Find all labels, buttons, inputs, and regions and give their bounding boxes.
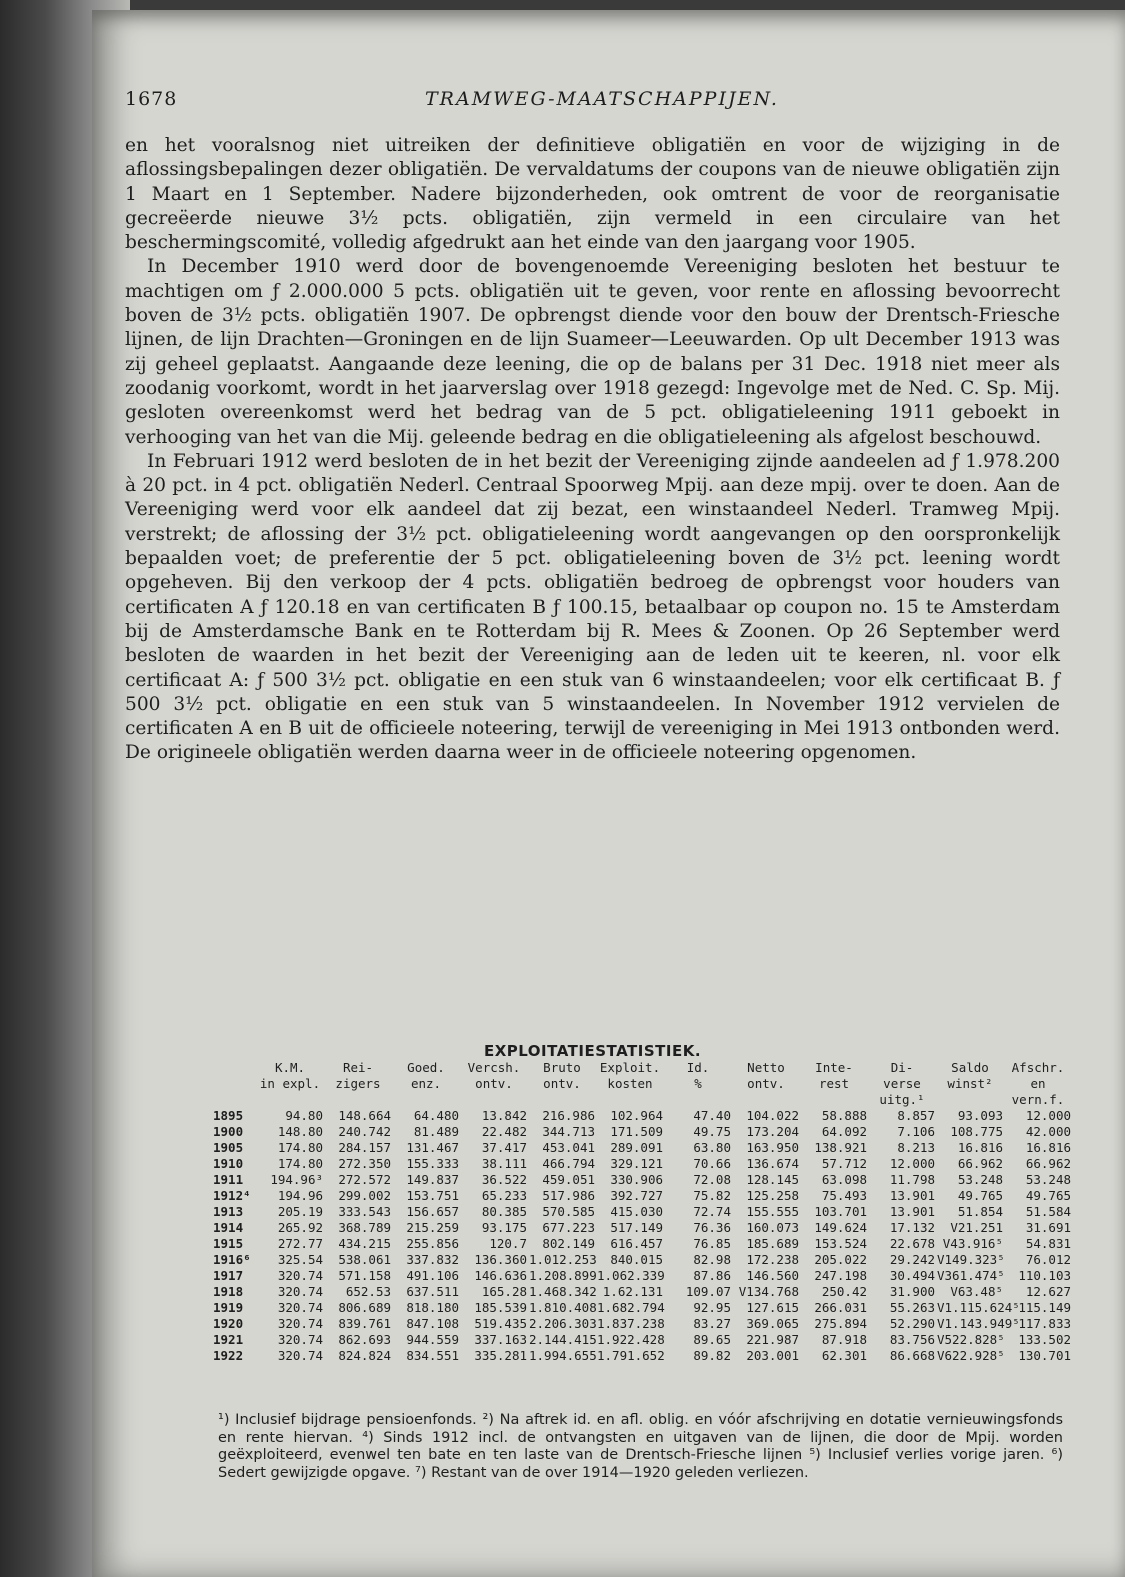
- table-year-cell: 1917: [213, 1268, 244, 1283]
- table-cell: 205.19: [277, 1204, 323, 1219]
- table-cell: 571.158: [338, 1268, 391, 1283]
- table-header: [212, 1060, 1072, 1108]
- statistics-table: [212, 1060, 1072, 1364]
- table-cell: 840.015: [610, 1252, 663, 1267]
- table-cell: 115.149: [1018, 1300, 1071, 1315]
- table-cell: 153.751: [406, 1188, 459, 1203]
- table-cell: 155.333: [406, 1156, 459, 1171]
- table-cell: V21.251: [950, 1220, 1003, 1235]
- table-cell: 76.36: [693, 1220, 731, 1235]
- table-cell: 466.794: [542, 1156, 595, 1171]
- table-year-cell: 1895: [213, 1108, 244, 1123]
- table-header-cell: [732, 1092, 800, 1108]
- running-title: TRAMWEG-MAATSCHAPPIJEN.: [425, 88, 779, 110]
- table-cell: 247.198: [814, 1268, 867, 1283]
- table-header-cell: [664, 1092, 732, 1108]
- table-cell: 70.66: [693, 1156, 731, 1171]
- table-cell: 337.163: [474, 1332, 527, 1347]
- table-cell: 369.065: [746, 1316, 799, 1331]
- table-cell: 847.108: [406, 1316, 459, 1331]
- table-cell: 103.701: [814, 1204, 867, 1219]
- table-header-cell: en: [1030, 1076, 1046, 1091]
- table-cell: 149.837: [406, 1172, 459, 1187]
- table-header-cell: [324, 1092, 392, 1108]
- table-header-cell: Goed.: [407, 1060, 445, 1075]
- page-number: 1678: [125, 88, 178, 110]
- table-cell: 82.98: [693, 1252, 731, 1267]
- table-cell: 89.82: [693, 1348, 731, 1363]
- table-cell: 109.07: [685, 1284, 731, 1299]
- table-cell: 1.810.408: [529, 1300, 597, 1315]
- table-cell: 102.964: [610, 1108, 663, 1123]
- table-header-cell: [596, 1092, 664, 1108]
- table-row: [212, 1348, 1072, 1364]
- table-cell: 459.051: [542, 1172, 595, 1187]
- table-cell: 12.627: [1025, 1284, 1071, 1299]
- table-cell: 63.80: [693, 1140, 731, 1155]
- table-cell: 221.987: [746, 1332, 799, 1347]
- table-cell: 146.636: [474, 1268, 527, 1283]
- table-cell: 128.145: [746, 1172, 799, 1187]
- table-cell: 76.012: [1025, 1252, 1071, 1267]
- table-year-cell: 1920: [213, 1316, 244, 1331]
- table-cell: 802.149: [542, 1236, 595, 1251]
- table-row: [212, 1220, 1072, 1236]
- table-cell: 156.657: [406, 1204, 459, 1219]
- table-cell: 1.837.238: [597, 1316, 665, 1331]
- table-cell: 108.775: [950, 1124, 1003, 1139]
- table-cell: 104.022: [746, 1108, 799, 1123]
- table-header-cell: [256, 1092, 324, 1108]
- table-cell: 517.149: [610, 1220, 663, 1235]
- table-cell: 49.75: [693, 1124, 731, 1139]
- table-cell: 616.457: [610, 1236, 663, 1251]
- table-cell: 12.000: [1025, 1108, 1071, 1123]
- table-cell: 92.95: [693, 1300, 731, 1315]
- table-cell: 38.111: [481, 1156, 527, 1171]
- table-row: [212, 1140, 1072, 1156]
- table-header-cell: [800, 1092, 868, 1108]
- table-cell: 51.584: [1025, 1204, 1071, 1219]
- table-cell: 55.263: [889, 1300, 935, 1315]
- table-cell: 16.816: [1025, 1140, 1071, 1155]
- table-header-cell: [460, 1092, 528, 1108]
- table-cell: 80.385: [481, 1204, 527, 1219]
- table-row: [212, 1204, 1072, 1220]
- table-cell: 146.560: [746, 1268, 799, 1283]
- table-cell: 66.962: [1025, 1156, 1071, 1171]
- table-year-cell: 1919: [213, 1300, 244, 1315]
- table-header-cell: [528, 1092, 596, 1108]
- table-cell: V1.143.949⁵: [937, 1316, 1020, 1331]
- table-cell: 94.80: [285, 1108, 323, 1123]
- table-header-cell: Inte-: [815, 1060, 853, 1075]
- table-cell: 155.555: [746, 1204, 799, 1219]
- table-header-cell: [212, 1060, 256, 1076]
- table-cell: 66.962: [957, 1156, 1003, 1171]
- table-cell: 806.689: [338, 1300, 391, 1315]
- table-cell: 22.482: [481, 1124, 527, 1139]
- table-cell: 1.922.428: [597, 1332, 665, 1347]
- table-year-cell: 1918: [213, 1284, 244, 1299]
- table-header-cell: [212, 1092, 256, 1108]
- table-cell: 87.86: [693, 1268, 731, 1283]
- page-header: [125, 88, 1005, 118]
- table-cell: 153.524: [814, 1236, 867, 1251]
- table-cell: V63.48⁵: [950, 1284, 1003, 1299]
- table-cell: 325.54: [277, 1252, 323, 1267]
- table-year-cell: 1916⁶: [213, 1252, 251, 1267]
- table-cell: 272.572: [338, 1172, 391, 1187]
- table-cell: 194.96³: [270, 1172, 323, 1187]
- table-cell: 1.62.131: [602, 1284, 663, 1299]
- table-header-cell: enz.: [410, 1076, 442, 1091]
- table-cell: V361.474⁵: [937, 1268, 1005, 1283]
- table-cell: 165.28: [481, 1284, 527, 1299]
- table-cell: 329.121: [610, 1156, 663, 1171]
- table-header-cell: ontv.: [543, 1076, 581, 1091]
- table-cell: 83.27: [693, 1316, 731, 1331]
- table-year-cell: 1915: [213, 1236, 244, 1251]
- table-row: [212, 1284, 1072, 1300]
- table-cell: 652.53: [345, 1284, 391, 1299]
- table-cell: 58.888: [821, 1108, 867, 1123]
- table-cell: 2.144.415: [529, 1332, 597, 1347]
- table-cell: 174.80: [277, 1140, 323, 1155]
- table-row: [212, 1236, 1072, 1252]
- table-cell: 215.259: [406, 1220, 459, 1235]
- paragraph-3: In Februari 1912 werd besloten de in het bezit der Vereeniging zijnde aandeelen ad ƒ 1.978.200 à 20 pct. in 4 pct. obligatiën Nederl. Centraal Spoorweg Mpij. aan deze mpij. over te doen. Aan de Vereeniging werd voor elk aandeel dat zij bezat, een winstaandeel Nederl. Tramweg Mpij. verstrekt; de aflossing der 3½ pct. obligatieleening wordt aangevangen op den oorspronkelijk bepaalden voet; de preferentie der 5 pct. obligatieleening boven de 3½ pct. leening wordt opgeheven. Bij den verkoop der 4 pcts. obligatiën bedroeg de opbrengst voor houders van certificaten A ƒ 120.18 en van certificaten B ƒ 100.15, betaalbaar op coupon no. 15 te Amsterdam bij de Amsterdamsche Bank en te Rotterdam bij R. Mees & Zoonen. Op 26 September werd besloten de waarden in het bezit der Vereeniging aan de leden uit te keeren, nl. voor elk certificaat A: ƒ 500 3½ pct. obligatie en een stuk van 6 winstaandeelen; voor elk certificaat B. ƒ 500 3½ pct. obligatie en een stuk van 5 winstaandeelen. In November 1912 vervielen de certificaten A en B uit de officieele noteering, terwijl de vereeniging in Mei 1913 ontbonden werd. De origineele obligatiën werden daarna weer in de officieele noteering opgenomen.: [125, 450, 1060, 764]
- footnotes: ¹) Inclusief bijdrage pensioenfonds. ²) Na aftrek id. en afl. oblig. en vóór afschrijving en dotatie vernieuwingsfonds en rente hiervan. ⁴) Sinds 1912 incl. de ontvangsten en uitgaven van de lijnen, die door de Mpij. worden geëxploiteerd, evenwel ten bate en ten laste van de Drentsch-Friesche lijnen ⁵) Inclusief verlies vorige jaren. ⁶) Sedert gewijzigde opgave. ⁷) Restant van de over 1914—1920 geleden verliezen.: [218, 1412, 1063, 1481]
- table-cell: 49.765: [1025, 1188, 1071, 1203]
- table-cell: 172.238: [746, 1252, 799, 1267]
- table-cell: 337.832: [406, 1252, 459, 1267]
- table-cell: 83.756: [889, 1332, 935, 1347]
- table-cell: 392.727: [610, 1188, 663, 1203]
- table-cell: V43.916⁵: [942, 1236, 1003, 1251]
- table-row: [212, 1108, 1072, 1124]
- table-cell: 185.689: [746, 1236, 799, 1251]
- table-cell: 834.551: [406, 1348, 459, 1363]
- table-header-cell: Netto: [747, 1060, 785, 1075]
- table-year-cell: 1913: [213, 1204, 244, 1219]
- table-cell: 160.073: [746, 1220, 799, 1235]
- table-cell: 272.77: [277, 1236, 323, 1251]
- table-cell: 30.494: [889, 1268, 935, 1283]
- table-cell: 133.502: [1018, 1332, 1071, 1347]
- table-cell: V622.928⁵: [937, 1348, 1005, 1363]
- table-cell: 637.511: [406, 1284, 459, 1299]
- table-row: [212, 1316, 1072, 1332]
- table-cell: 131.467: [406, 1140, 459, 1155]
- table-year-cell: 1914: [213, 1220, 244, 1235]
- table-year-cell: 1900: [213, 1124, 244, 1139]
- table-cell: 110.103: [1018, 1268, 1071, 1283]
- table-header-cell: [392, 1092, 460, 1108]
- table-header-cell: Di-: [890, 1060, 914, 1075]
- table-cell: 320.74: [277, 1332, 323, 1347]
- table-cell: 205.022: [814, 1252, 867, 1267]
- table-header-cell: in expl.: [259, 1076, 321, 1091]
- table-cell: 174.80: [277, 1156, 323, 1171]
- table-cell: 76.85: [693, 1236, 731, 1251]
- table-cell: 320.74: [277, 1284, 323, 1299]
- table-cell: 125.258: [746, 1188, 799, 1203]
- table-cell: 136.674: [746, 1156, 799, 1171]
- table-header-cell: Afschr.: [1011, 1060, 1065, 1075]
- table-header-cell: Saldo: [951, 1060, 989, 1075]
- table-header-cell: [936, 1092, 1004, 1108]
- table-cell: 519.435: [474, 1316, 527, 1331]
- table-cell: 7.106: [897, 1124, 935, 1139]
- table-cell: 148.80: [277, 1124, 323, 1139]
- table-row: [212, 1300, 1072, 1316]
- table-cell: 31.691: [1025, 1220, 1071, 1235]
- table-cell: 86.668: [889, 1348, 935, 1363]
- table-cell: 330.906: [610, 1172, 663, 1187]
- table-cell: 13.901: [889, 1204, 935, 1219]
- table-cell: 72.74: [693, 1204, 731, 1219]
- table-cell: 368.789: [338, 1220, 391, 1235]
- table-cell: 333.543: [338, 1204, 391, 1219]
- table-header-row: [212, 1092, 1072, 1108]
- table-header-cell: Id.: [686, 1060, 710, 1075]
- table-cell: 8.857: [897, 1108, 935, 1123]
- table-cell: 149.624: [814, 1220, 867, 1235]
- table-year-cell: 1922: [213, 1348, 244, 1363]
- table-row: [212, 1188, 1072, 1204]
- table-cell: 12.000: [889, 1156, 935, 1171]
- table-header-cell: Bruto: [543, 1060, 581, 1075]
- table-row: [212, 1332, 1072, 1348]
- table-cell: 173.204: [746, 1124, 799, 1139]
- table-header-cell: rest: [818, 1076, 850, 1091]
- table-cell: 136.360: [474, 1252, 527, 1267]
- table-cell: 22.678: [889, 1236, 935, 1251]
- table-cell: 320.74: [277, 1300, 323, 1315]
- table-header-cell: zigers: [335, 1076, 381, 1091]
- table-cell: 87.918: [821, 1332, 867, 1347]
- table-cell: 47.40: [693, 1108, 731, 1123]
- table-cell: 81.489: [413, 1124, 459, 1139]
- table-cell: 320.74: [277, 1268, 323, 1283]
- table-cell: 415.030: [610, 1204, 663, 1219]
- table-cell: 57.712: [821, 1156, 867, 1171]
- table-cell: 120.7: [489, 1236, 527, 1251]
- table-cell: 130.701: [1018, 1348, 1071, 1363]
- table-cell: 216.986: [542, 1108, 595, 1123]
- table-cell: 453.041: [542, 1140, 595, 1155]
- table-cell: 53.248: [957, 1172, 1003, 1187]
- table-header-cell: ontv.: [747, 1076, 785, 1091]
- table-row: [212, 1124, 1072, 1140]
- table-cell: 72.08: [693, 1172, 731, 1187]
- table-cell: 31.900: [889, 1284, 935, 1299]
- table-header-cell: Rei-: [342, 1060, 374, 1075]
- table-cell: 194.96: [277, 1188, 323, 1203]
- table-cell: 37.417: [481, 1140, 527, 1155]
- table-cell: 289.091: [610, 1140, 663, 1155]
- table-header-cell: [212, 1076, 256, 1092]
- table-cell: 1.791.652: [597, 1348, 665, 1363]
- table-cell: 42.000: [1025, 1124, 1071, 1139]
- table-cell: 250.42: [821, 1284, 867, 1299]
- table-title: EXPLOITATIESTATISTIEK.: [483, 1042, 702, 1060]
- table-cell: 138.921: [814, 1140, 867, 1155]
- table-header-cell: vern.f.: [1011, 1092, 1065, 1107]
- table-cell: 93.093: [957, 1108, 1003, 1123]
- table-cell: V149.323⁵: [937, 1252, 1005, 1267]
- table-cell: 434.215: [338, 1236, 391, 1251]
- table-cell: 62.301: [821, 1348, 867, 1363]
- table-cell: V522.828⁵: [937, 1332, 1005, 1347]
- table-cell: 265.92: [277, 1220, 323, 1235]
- table-cell: 65.233: [481, 1188, 527, 1203]
- table-cell: 1.994.655: [529, 1348, 597, 1363]
- table-row: [212, 1156, 1072, 1172]
- table-cell: 89.65: [693, 1332, 731, 1347]
- table-cell: 17.132: [889, 1220, 935, 1235]
- table-cell: 117.833: [1018, 1316, 1071, 1331]
- table-cell: 517.986: [542, 1188, 595, 1203]
- table-year-cell: 1905: [213, 1140, 244, 1155]
- table-cell: 284.157: [338, 1140, 391, 1155]
- table-cell: 275.894: [814, 1316, 867, 1331]
- table-header-cell: verse: [883, 1076, 921, 1091]
- table-cell: 1.062.339: [597, 1268, 665, 1283]
- table-cell: 266.031: [814, 1300, 867, 1315]
- table-header-cell: ontv.: [475, 1076, 513, 1091]
- table-cell: 148.664: [338, 1108, 391, 1123]
- table-cell: 944.559: [406, 1332, 459, 1347]
- paragraph-2: In December 1910 werd door de bovengenoemde Vereeniging besloten het bestuur te machtigen om ƒ 2.000.000 5 pcts. obligatiën uit te geven, voor rente en aflossing bevoorrecht boven de 3½ pcts. obligatiën 1907. De opbrengst diende voor den bouw der Drentsch-Friesche lijnen, de lijn Drachten—Groningen en de lijn Suameer—Leeuwarden. Op ult December 1913 was zij geheel geplaatst. Aangaande deze leening, die op de balans per 31 Dec. 1918 niet meer als zoodanig voorkomt, wordt in het jaarverslag over 1918 gezegd: Ingevolge met de Ned. C. Sp. Mij. gesloten overeenkomst werd het bedrag van de 5 pct. obligatieleening 1911 geboekt in verhooging van het van die Mij. geleende bedrag en die obligatieleening als afgelost beschouwd.: [125, 256, 1060, 448]
- table-cell: 75.82: [693, 1188, 731, 1203]
- table-header-cell: kosten: [607, 1076, 653, 1091]
- table-header-cell: %: [694, 1076, 702, 1091]
- body-text: [125, 134, 1060, 766]
- table-cell: 203.001: [746, 1348, 799, 1363]
- table-cell: 52.290: [889, 1316, 935, 1331]
- table-cell: 54.831: [1025, 1236, 1071, 1251]
- table-cell: 93.175: [481, 1220, 527, 1235]
- table-row: [212, 1172, 1072, 1188]
- table-cell: 818.180: [406, 1300, 459, 1315]
- paragraph-1: en het vooralsnog niet uitreiken der definitieve obligatiën en voor de wijziging in de aflossingsbepalingen dezer obligatiën. De vervaldatums der coupons van de nieuwe obligatiën zijn 1 Maart en 1 September. Nadere bijzonderheden, ook omtrent de voor de reorganisatie gecreëerde nieuwe 3½ pcts. obligatiën, zijn vermeld in een circulaire van het beschermingscomité, volledig afgedrukt aan het einde van den jaargang voor 1905.: [125, 135, 1060, 254]
- table-cell: 320.74: [277, 1316, 323, 1331]
- table-cell: 2.206.303: [529, 1316, 597, 1331]
- table-cell: 538.061: [338, 1252, 391, 1267]
- table-cell: 64.092: [821, 1124, 867, 1139]
- table-cell: 63.098: [821, 1172, 867, 1187]
- table-cell: 839.761: [338, 1316, 391, 1331]
- table-cell: 49.765: [957, 1188, 1003, 1203]
- table-cell: 171.509: [610, 1124, 663, 1139]
- table-cell: 677.223: [542, 1220, 595, 1235]
- table-cell: 272.350: [338, 1156, 391, 1171]
- table-cell: 16.816: [957, 1140, 1003, 1155]
- table-header-cell: uitg.¹: [879, 1092, 925, 1107]
- table-cell: 13.901: [889, 1188, 935, 1203]
- table-row: [212, 1252, 1072, 1268]
- table-header-cell: Vercsh.: [467, 1060, 521, 1075]
- table-cell: 255.856: [406, 1236, 459, 1251]
- table-cell: 240.742: [338, 1124, 391, 1139]
- table-cell: 75.493: [821, 1188, 867, 1203]
- table-cell: 163.950: [746, 1140, 799, 1155]
- table-cell: 570.585: [542, 1204, 595, 1219]
- table-cell: 344.713: [542, 1124, 595, 1139]
- table-cell: 8.213: [897, 1140, 935, 1155]
- table-cell: 36.522: [481, 1172, 527, 1187]
- table-cell: 320.74: [277, 1348, 323, 1363]
- table-cell: 862.693: [338, 1332, 391, 1347]
- table-cell: 1.682.794: [597, 1300, 665, 1315]
- table-cell: 53.248: [1025, 1172, 1071, 1187]
- table-cell: V134.768: [738, 1284, 799, 1299]
- table-header-row: [212, 1076, 1072, 1092]
- table-cell: 13.842: [481, 1108, 527, 1123]
- table-row: [212, 1268, 1072, 1284]
- table-header-row: [212, 1060, 1072, 1076]
- table-year-cell: 1912⁴: [213, 1188, 251, 1203]
- table-year-cell: 1910: [213, 1156, 244, 1171]
- table-cell: 491.106: [406, 1268, 459, 1283]
- table-cell: 185.539: [474, 1300, 527, 1315]
- table-cell: 11.798: [889, 1172, 935, 1187]
- table-cell: 1.208.899: [529, 1268, 597, 1283]
- table-header-cell: winst²: [947, 1076, 993, 1091]
- table-header-cell: Exploit.: [599, 1060, 661, 1075]
- table-body: [212, 1108, 1072, 1364]
- table-cell: 335.281: [474, 1348, 527, 1363]
- table-year-cell: 1911: [213, 1172, 244, 1187]
- table-cell: 299.002: [338, 1188, 391, 1203]
- table-header-cell: K.M.: [274, 1060, 306, 1075]
- table-cell: 127.615: [746, 1300, 799, 1315]
- table-cell: 1.012.253: [529, 1252, 597, 1267]
- table-cell: 824.824: [338, 1348, 391, 1363]
- table-cell: 64.480: [413, 1108, 459, 1123]
- table-cell: 1.468.342: [529, 1284, 597, 1299]
- table-cell: 29.242: [889, 1252, 935, 1267]
- table-cell: V1.115.624⁵: [937, 1300, 1020, 1315]
- table-year-cell: 1921: [213, 1332, 244, 1347]
- table-cell: 51.854: [957, 1204, 1003, 1219]
